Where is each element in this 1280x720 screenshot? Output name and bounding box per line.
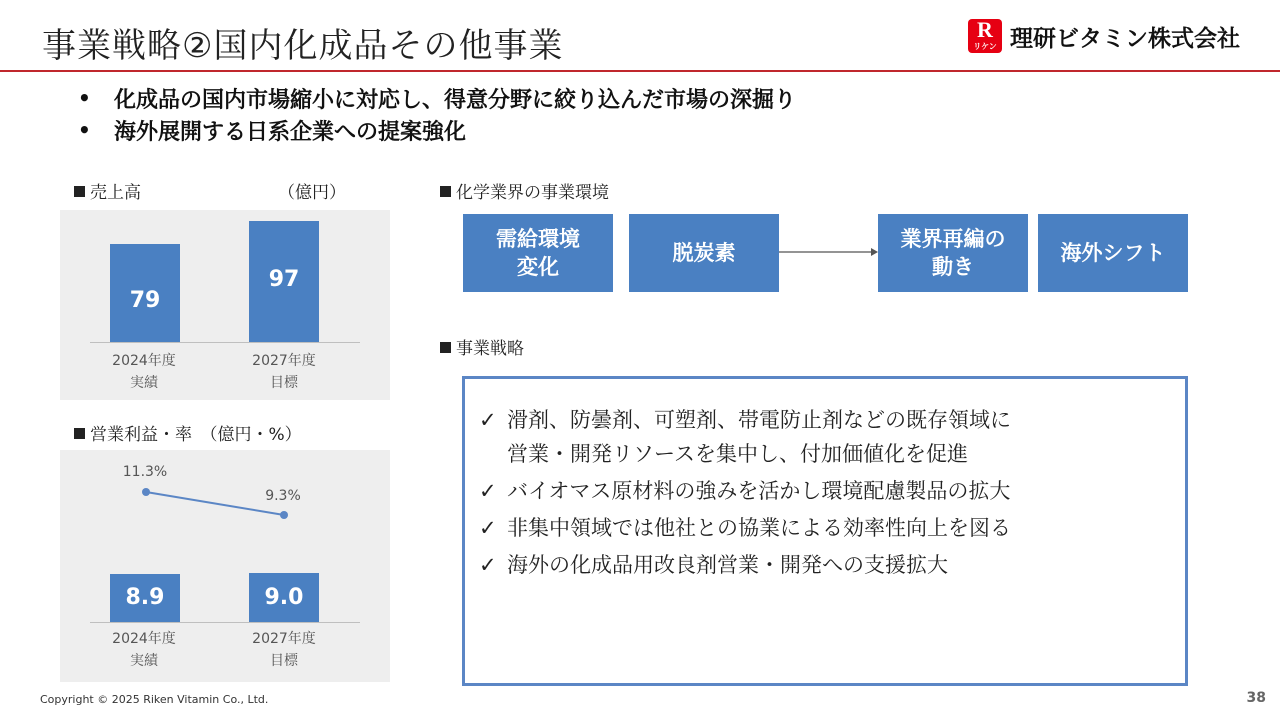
category-type: 実績 — [130, 375, 158, 391]
riken-logo-icon — [968, 19, 1002, 53]
env-box-line: 需給環境 — [496, 227, 580, 251]
profit-bar-2027 — [249, 573, 319, 622]
profit-rate-label-2027: 9.3% — [265, 488, 301, 504]
bullet-dot: • — [78, 118, 91, 142]
strategy-item — [479, 548, 1011, 582]
profit-value-2024: 8.9 — [125, 585, 165, 610]
strategy-item — [479, 511, 1011, 545]
company-logo — [968, 18, 1240, 54]
checkmark-icon: ✓ — [479, 408, 497, 432]
profit-rate-line — [60, 450, 390, 570]
profit-value-2027: 9.0 — [264, 585, 304, 610]
key-point-text: 海外展開する日系企業への提案強化 — [114, 119, 467, 145]
sales-category-2024 — [84, 350, 204, 394]
checkmark-icon: ✓ — [479, 479, 497, 503]
key-points — [78, 82, 796, 146]
square-bullet-icon — [74, 186, 85, 197]
square-bullet-icon — [74, 428, 85, 439]
logo-mark-letter: R — [977, 17, 993, 42]
profit-bar-2024 — [110, 574, 180, 622]
profit-section-label — [74, 420, 302, 445]
category-type: 目標 — [270, 375, 298, 391]
strategy-item-text: 非集中領域では他社との協業による効率性向上を図る — [507, 516, 1011, 540]
category-year: 2024年度 — [112, 631, 176, 647]
strategy-label-text: 事業戦略 — [456, 339, 524, 359]
strategy-item — [479, 474, 1011, 508]
category-type: 目標 — [270, 653, 298, 669]
company-name: 理研ビタミン株式会社 — [1010, 25, 1240, 52]
profit-category-2024 — [84, 628, 204, 672]
strategy-item — [479, 403, 1011, 471]
sales-value-2027: 97 — [268, 267, 300, 292]
rate-trend-line — [146, 492, 284, 515]
copyright: Copyright © 2025 Riken Vitamin Co., Ltd. — [40, 693, 269, 706]
sales-chart — [60, 210, 390, 400]
sales-unit-label: （億円） — [278, 183, 346, 203]
strategy-item-text: バイオマス原材料の強みを活かし環境配慮製品の拡大 — [507, 479, 1011, 503]
profit-chart — [60, 450, 390, 682]
square-bullet-icon — [440, 186, 451, 197]
rate-point-2024 — [142, 488, 150, 496]
env-box-decarbonization — [629, 214, 779, 292]
checkmark-icon: ✓ — [479, 516, 497, 540]
env-box-overseas-shift — [1038, 214, 1188, 292]
category-year: 2027年度 — [252, 353, 316, 369]
environment-section-label — [440, 178, 609, 203]
page-number: 38 — [1246, 690, 1266, 706]
sales-category-2027 — [224, 350, 344, 394]
page-title: 事業戦略②国内化成品その他事業 — [42, 26, 564, 66]
logo-mark-sub: リケン — [973, 42, 997, 51]
checkmark-icon: ✓ — [479, 553, 497, 577]
sales-bar-2027 — [249, 221, 319, 342]
title-divider — [0, 70, 1280, 72]
strategy-list — [479, 403, 1011, 585]
env-box-industry-consolidation — [878, 214, 1028, 292]
strategy-item-text: 海外の化成品用改良剤営業・開発への支援拡大 — [507, 553, 948, 577]
profit-axis-line — [90, 622, 360, 623]
env-box-line: 業界再編の — [900, 227, 1006, 251]
key-point — [78, 82, 796, 114]
sales-value-2024: 79 — [129, 288, 161, 313]
strategy-item-text: 滑剤、防曇剤、可塑剤、帯電防止剤などの既存領域に — [507, 408, 1011, 432]
profit-rate-label-2024: 11.3% — [122, 464, 168, 480]
arrow-right-icon — [779, 244, 879, 260]
strategy-item-text: 営業・開発リソースを集中し、付加価値化を促進 — [507, 442, 968, 466]
env-box-line: 変化 — [517, 255, 559, 279]
strategy-section-label — [440, 334, 524, 359]
rate-point-2027 — [280, 511, 288, 519]
sales-axis-line — [90, 342, 360, 343]
env-box-supply-demand — [463, 214, 613, 292]
sales-label-text: 売上高 — [90, 183, 141, 203]
sales-section-label — [74, 178, 141, 203]
profit-label-text: 営業利益・率 （億円・%） — [90, 425, 302, 445]
category-type: 実績 — [130, 653, 158, 669]
strategy-box — [462, 376, 1188, 686]
category-year: 2024年度 — [112, 353, 176, 369]
env-box-line: 動き — [932, 255, 974, 279]
key-point — [78, 114, 796, 146]
bullet-dot: • — [78, 86, 91, 110]
key-point-text: 化成品の国内市場縮小に対応し、得意分野に絞り込んだ市場の深掘り — [114, 87, 797, 113]
sales-bar-2024 — [110, 244, 180, 342]
profit-category-2027 — [224, 628, 344, 672]
env-box-line: 海外シフト — [1060, 241, 1166, 265]
category-year: 2027年度 — [252, 631, 316, 647]
square-bullet-icon — [440, 342, 451, 353]
env-box-line: 脱炭素 — [672, 241, 736, 265]
environment-label-text: 化学業界の事業環境 — [456, 183, 609, 203]
